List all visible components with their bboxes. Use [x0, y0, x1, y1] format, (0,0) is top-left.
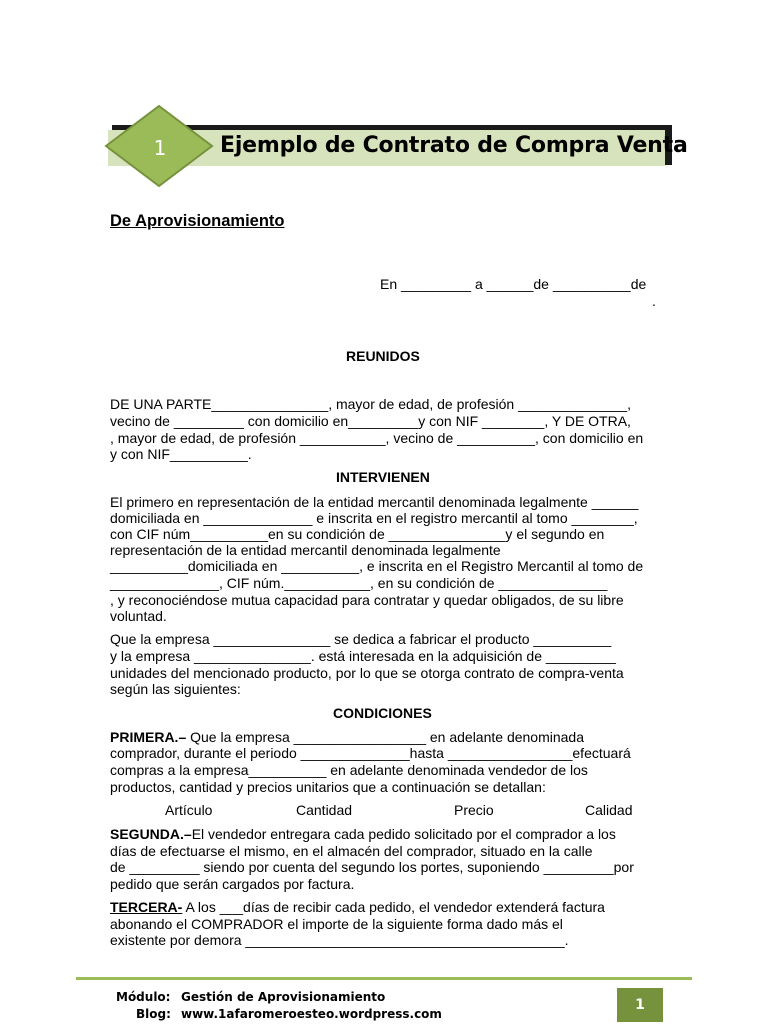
condiciones-heading: CONDICIONES — [333, 705, 432, 721]
intervienen-line: El primero en representación de la entidad mercantil denominada legalmente ______ — [110, 494, 639, 510]
intervienen-line: __________domiciliada en __________, e inscrita en el Registro Mercantil al tomo de — [110, 558, 644, 574]
chapter-number: 1 — [153, 136, 167, 160]
clause-segunda-text: El vendedor entregara cada pedido solicitado por el comprador a los — [191, 826, 616, 842]
column-header-calidad: Calidad — [585, 802, 633, 818]
intervienen-line: ______________, CIF núm.___________, en su condición de ______________ — [110, 575, 608, 591]
reunidos-line: , mayor de edad, de profesión ___________, vecino de __________, con domicilio en — [110, 430, 644, 446]
footer-rule — [76, 977, 692, 980]
empresa-line: unidades del mencionado producto, por lo que se otorga contrato de compra-venta — [110, 665, 624, 681]
clause-primera-line: compras a la empresa__________ en adelante denominada vendedor de los — [110, 762, 588, 778]
page-number-badge — [617, 988, 663, 1022]
clause-tercera-line: abonando el COMPRADOR el importe de la siguiente forma dado más el — [110, 916, 563, 932]
date-line: En _________ a ______de __________de — [380, 276, 647, 292]
clause-tercera-line: existente por demora _________________________________________. — [110, 932, 569, 948]
intervienen-line: representación de la entidad mercantil denominada legalmente — [110, 542, 501, 558]
clause-segunda-line — [110, 826, 616, 842]
column-header-precio: Precio — [454, 802, 494, 818]
clause-tercera-label: TERCERA- — [110, 899, 183, 915]
clause-primera-line: comprador, durante el periodo ______________hasta ________________efectuará — [110, 745, 631, 761]
clause-segunda-line: días de efectuarse el mismo, en el almacén del comprador, situado en la calle — [110, 843, 593, 859]
footer-modulo-value: Gestión de Aprovisionamiento — [181, 990, 386, 1004]
clause-segunda-line: de _________ siendo por cuenta del segundo los portes, suponiendo _________por — [110, 859, 634, 875]
column-header-cantidad: Cantidad — [296, 802, 353, 818]
footer-blog-label: Blog: — [136, 1007, 171, 1021]
empresa-line: según las siguientes: — [110, 681, 241, 697]
page-number: 1 — [635, 997, 645, 1013]
reunidos-heading: REUNIDOS — [346, 348, 420, 364]
clause-tercera-text: A los ___días de recibir cada pedido, el vendedor extenderá factura — [182, 899, 605, 915]
date-line-end: . — [652, 293, 656, 309]
footer-modulo-label: Módulo: — [116, 990, 171, 1004]
clause-primera-label: PRIMERA.– — [110, 729, 187, 745]
reunidos-line: y con NIF__________. — [110, 446, 252, 462]
footer-blog-link[interactable]: www.1afaromeroesteo.wordpress.com — [181, 1007, 442, 1021]
intervienen-line: con CIF núm__________en su condición de _______________y el segundo en — [110, 526, 605, 542]
reunidos-line: vecino de _________ con domicilio en_________y con NIF ________, Y DE OTRA, — [110, 413, 631, 429]
clause-primera-line — [110, 729, 584, 745]
clause-primera-text: Que la empresa _________________ en adelante denominada — [186, 729, 585, 745]
document-subtitle: De Aprovisionamiento — [110, 212, 285, 230]
intervienen-line: voluntad. — [110, 608, 167, 624]
clause-primera-line: productos, cantidad y precios unitarios que a continuación se detallan: — [110, 779, 546, 795]
reunidos-line: DE UNA PARTE_______________, mayor de edad, de profesión ______________, — [110, 396, 631, 412]
clause-tercera-line — [110, 899, 605, 915]
document-title: Ejemplo de Contrato de Compra Venta — [220, 133, 688, 158]
intervienen-line: , y reconociéndose mutua capacidad para contratar y quedar obligados, de su libre — [110, 592, 624, 608]
intervienen-line: domiciliada en ______________ e inscrita en el registro mercantil al tomo ________, — [110, 510, 638, 526]
clause-segunda-line: pedido que serán cargados por factura. — [110, 876, 355, 892]
empresa-line: y la empresa _______________. está interesada en la adquisición de _________ — [110, 648, 616, 664]
intervienen-heading: INTERVIENEN — [336, 469, 430, 485]
clause-segunda-label: SEGUNDA.– — [110, 826, 192, 842]
column-header-articulo: Artículo — [165, 802, 213, 818]
empresa-line: Que la empresa _______________ se dedica a fabricar el producto __________ — [110, 631, 612, 647]
